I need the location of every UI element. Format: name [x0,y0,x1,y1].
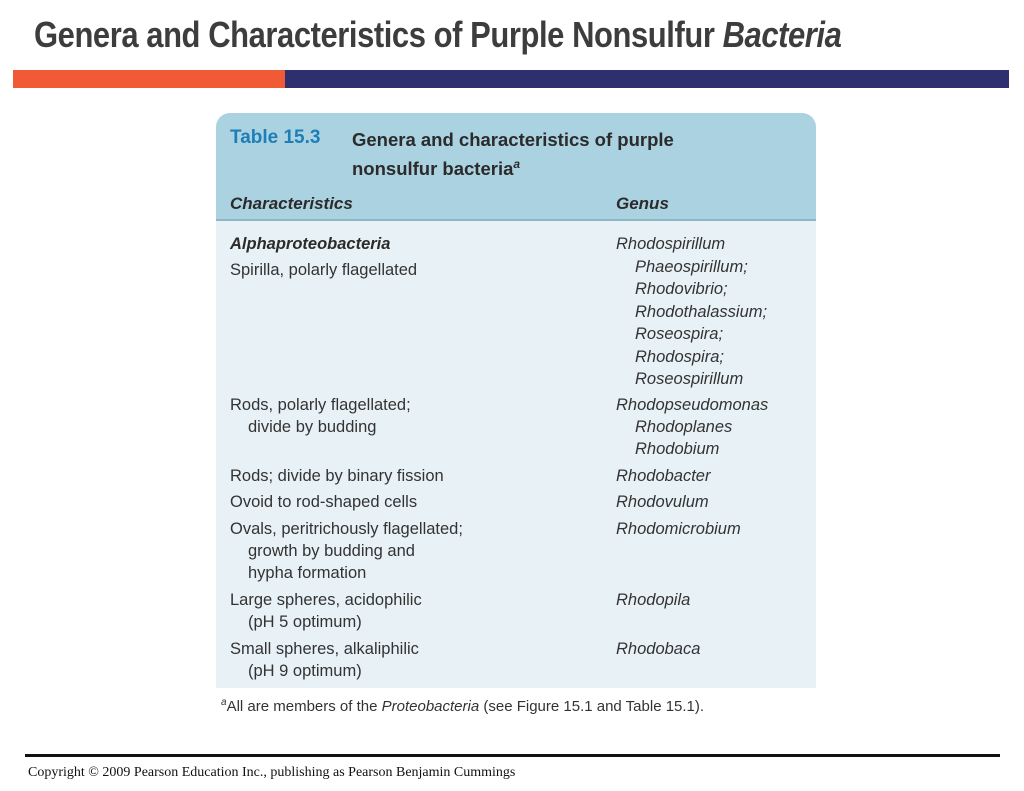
row-0-char-line-0: Spirilla, polarly flagellated [230,261,418,279]
row-1-char-line-0: Rods, polarly flagellated; [230,396,411,414]
row-4-char-line-1: growth by budding and [248,542,415,560]
row-0-genus-3: Rhodothalassium; [635,303,768,321]
table-header [216,113,816,221]
row-3-genus-0: Rhodovulum [616,493,709,511]
slide-title-main: Genera and Characteristics of Purple Nonsulfur [34,14,723,55]
row-6-char-line-0: Small spheres, alkaliphilic [230,640,419,658]
row-0-genus-0: Rhodospirillum [616,235,726,253]
row-2-genus-0: Rhodobacter [616,467,711,485]
table-number: Table 15.3 [230,127,321,148]
row-3-char-line-0: Ovoid to rod-shaped cells [230,493,418,511]
table-caption [352,127,752,181]
table-card [216,113,816,688]
title-accent-bar-navy [285,70,1009,88]
row-1-genus-1: Rhodoplanes [635,418,733,436]
row-6-char-line-1: (pH 9 optimum) [248,662,362,680]
caption-line-1: Genera and characteristics of purple [352,129,674,150]
row-5-char-line-1: (pH 5 optimum) [248,613,362,631]
slide-title [34,14,841,56]
footnote-text-pre: All are members of the [226,698,382,715]
caption-footnote-marker: a [513,157,521,171]
row-5-genus-0: Rhodopila [616,591,691,609]
group-label: Alphaproteobacteria [230,235,391,253]
column-header-characteristics: Characteristics [230,194,353,213]
row-2-char-line-0: Rods; divide by binary fission [230,467,444,485]
row-4-genus-0: Rhodomicrobium [616,520,741,538]
footnote-text-italic: Proteobacteria [381,698,480,715]
footer-divider [25,754,1000,757]
row-4-char-line-2: hypha formation [248,564,367,582]
slide-title-italic: Bacteria [722,14,842,55]
footnote-text-post: (see Figure 15.1 and Table 15.1). [479,698,705,715]
copyright-notice: Copyright © 2009 Pearson Education Inc., publishing as Pearson Benjamin Cummings [28,765,516,780]
row-1-genus-2: Rhodobium [635,440,720,458]
row-5-char-line-0: Large spheres, acidophilic [230,591,422,609]
row-0-genus-5: Rhodospira; [635,348,724,366]
row-1-genus-0: Rhodopseudomonas [616,396,769,414]
row-6-genus-0: Rhodobaca [616,640,701,658]
table-footnote [221,697,704,715]
caption-line-2: nonsulfur bacteria [352,158,514,180]
row-0-genus-4: Roseospira; [635,325,724,343]
row-0-genus-6: Roseospirillum [635,370,744,388]
column-header-genus: Genus [616,194,669,213]
title-accent-bar-red [13,70,285,88]
row-0-genus-1: Phaeospirillum; [635,258,748,276]
footnote-marker: a [221,697,227,708]
row-4-char-line-0: Ovals, peritrichously flagellated; [230,520,463,538]
row-1-char-line-1: divide by budding [248,418,377,436]
row-0-genus-2: Rhodovibrio; [635,280,728,298]
